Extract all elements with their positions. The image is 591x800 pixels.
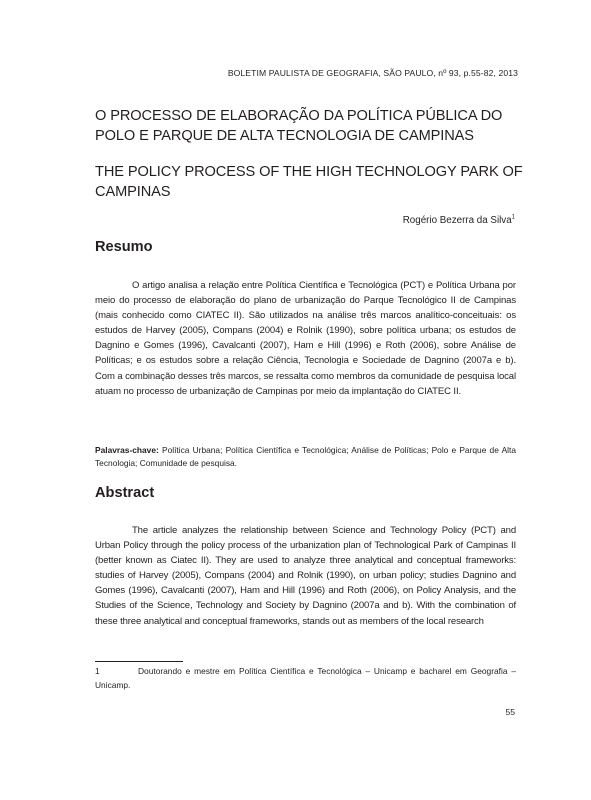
- abstract-heading: Abstract: [95, 485, 155, 501]
- resumo-body: O artigo analisa a relação entre Política Científica e Tecnológica (PCT) e Política Urbana por meio do processo de elaboração do plano de urbanização do Parque Tecnológico II de Campinas (mais conhecido como CIATEC II). São utilizados na análise três marcos analítico-conceituais: os estudos de Harvey (2005), Compans (2004) e Rolnik (1990), sobre política urbana; os estudos de Dagnino e Gomes (1996), Cavalcanti (2007), Ham e Hill (1996) e Roth (2006), sobre Análise de Políticas; e os estudos sobre a relação Ciência, Tecnologia e Sociedade de Dagnino (2007a e b). Com a combinação desses três marcos, se ressalta como membros da comunidade de pesquisa local atuam no processo de urbanização de Campinas por meio da implantação do CIATEC II.: [95, 280, 516, 397]
- author-line: [403, 215, 515, 226]
- keywords: [95, 444, 516, 471]
- footnote: [95, 665, 516, 692]
- article-title-pt: O PROCESSO DE ELABORAÇÃO DA POLÍTICA PÚBLICA DO POLO E PARQUE DE ALTA TECNOLOGIA DE CAMPINAS: [95, 108, 503, 144]
- page-number: 55: [505, 707, 515, 717]
- running-head: BOLETIM PAULISTA DE GEOGRAFIA, SÃO PAULO, nº 93, p.55-82, 2013: [227, 68, 518, 78]
- abstract-body: The article analyzes the relationship between Science and Technology Policy (PCT) and Urban Policy through the policy process of the urbanization plan of Technological Park of Campinas II (better known as Ciatec II). They are used to analyze three analytical and conceptual frameworks: studies of Harvey (2005), Compans (2004) and Rolnik (1990), on urban policy; studies Dagnino and Gomes (1996), Cavalcanti (2007), Ham and Hill (1996) and Roth (2006), on Policy Analysis, and the Studies of the Science, Technology and Society by Dagnino (2007a and b). With the combination of these three analytical and conceptual frameworks, stands out as members of the local research: [95, 525, 516, 627]
- footnote-divider: [95, 661, 183, 662]
- author-footnote-mark: 1: [511, 214, 515, 221]
- footnote-text: Doutorando e mestre em Política Científica e Tecnológica – Unicamp e bacharel em Geografia – Unicamp.: [95, 666, 516, 690]
- keywords-label: Palavras-chave:: [95, 445, 159, 455]
- keywords-text: Política Urbana; Política Científica e Tecnológica; Análise de Políticas; Polo e Parque de Alta Tecnologia; Comunidade de pesquisa.: [95, 445, 516, 469]
- author-name: Rogério Bezerra da Silva: [402, 215, 512, 226]
- article-title-en: THE POLICY PROCESS OF THE HIGH TECHNOLOGY PARK OF CAMPINAS: [95, 164, 523, 200]
- resumo-heading: Resumo: [95, 239, 153, 255]
- footnote-number: 1: [95, 666, 100, 676]
